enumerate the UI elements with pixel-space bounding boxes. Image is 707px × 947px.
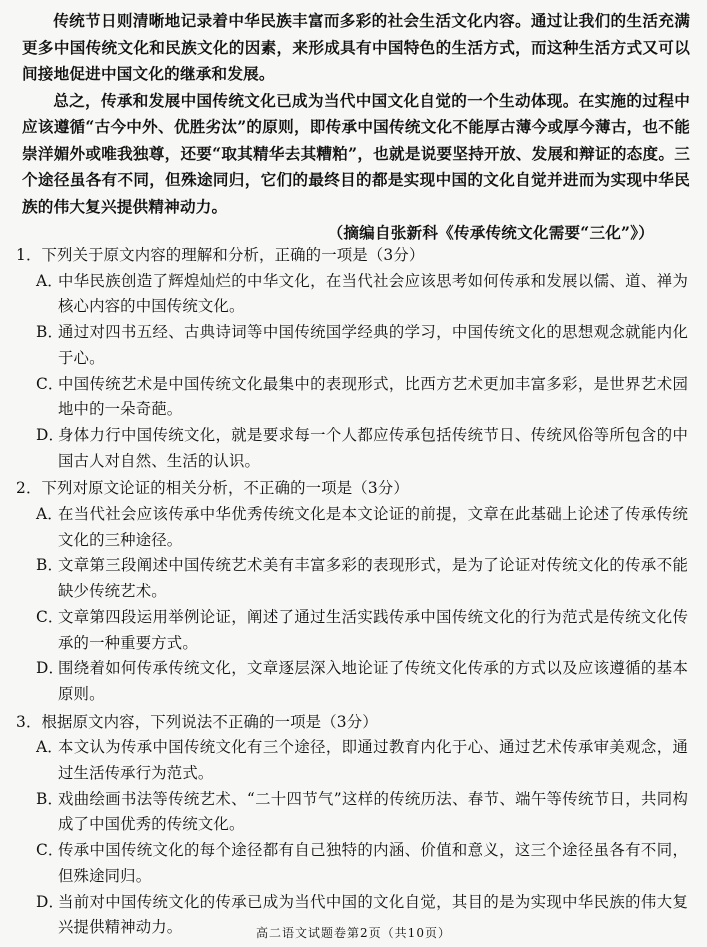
option-letter: B． (36, 789, 64, 808)
option-letter: C． (36, 607, 64, 626)
option-c (36, 838, 688, 889)
option-text: 本文认为传承中国传统文化有三个途径，即通过教育内化于心、通过艺术传承审美观念，通过生活传承行为范式。 (58, 738, 688, 783)
option-text: 身体力行中国传统文化，就是要求每一个人都应传承包括传统节日、传统风俗等所包含的中国古人对自然、生活的认识。 (58, 425, 688, 470)
option-letter: D． (36, 892, 65, 911)
reading-passage (22, 8, 690, 247)
question-stem: 1．下列关于原文内容的理解和分析，正确的一项是（3分） (16, 246, 425, 264)
option-a (36, 502, 688, 553)
option-letter: B． (36, 323, 64, 342)
question-2 (16, 476, 688, 707)
option-c (36, 605, 688, 656)
option-text: 戏曲绘画书法等传统艺术、“二十四节气”这样的传统历法、春节、端午等传统节日，共同构成了中国优秀的传统文化。 (58, 789, 688, 834)
question-stem: 2．下列对原文论证的相关分析，不正确的一项是（3分） (16, 479, 409, 498)
option-letter: D． (36, 659, 65, 678)
option-letter: C． (36, 841, 64, 860)
question-1 (16, 243, 688, 474)
question-3 (16, 710, 688, 941)
option-letter: D． (36, 425, 65, 444)
option-text: 文章第四段运用举例论证，阐述了通过生活实践传承中国传统文化的行为范式是传统文化传承的一种重要方式。 (58, 607, 688, 652)
option-a (36, 269, 688, 320)
option-letter: A． (36, 505, 63, 524)
option-letter: C． (36, 374, 64, 393)
option-letter: B． (36, 556, 64, 575)
passage-paragraph-2: 总之，传承和发展中国传统文化已成为当代中国文化自觉的一个生动体现。在实施的过程中应该遵循“古今中外、优胜劣汰”的原则，即传承中国传统文化不能厚古薄今或厚今薄古，也不能崇洋媚外或唯我独尊，还要“取其精华去其糟粕”，也就是说要坚持开放、发展和辩证的态度。三个途径虽各有不同，但殊途同归，它们的最终目的都是实现中国的文化自觉并进而为实现中华民族的伟大复兴提供精神动力。 (22, 90, 690, 216)
option-a (36, 735, 688, 786)
option-b (36, 787, 688, 838)
option-text: 通过对四书五经、古典诗词等中国传统国学经典的学习，中国传统文化的思想观念就能内化于心。 (58, 323, 688, 367)
option-letter: A． (36, 738, 63, 757)
passage-source: （摘编自张新科《传承传统文化需要“三化”》） (327, 223, 654, 242)
option-text: 中国传统艺术是中国传统文化最集中的表现形式，比西方艺术更加丰富多彩，是世界艺术园地中的一朵奇葩。 (58, 374, 688, 419)
option-b (36, 320, 688, 371)
page-footer: 高二语文试题卷第2页（共10页） (256, 926, 451, 940)
option-c (36, 372, 688, 423)
option-text: 中华民族创造了辉煌灿烂的中华文化，在当代社会应该思考如何传承和发展以儒、道、禅为核心内容的中国传统文化。 (58, 271, 688, 316)
option-text: 当前对中国传统文化的传承已成为当代中国的文化自觉，其目的是为实现中华民族的伟大复兴提供精神动力。 (58, 892, 688, 937)
passage-paragraph-1: 传统节日则清晰地记录着中华民族丰富而多彩的社会生活文化内容。通过让我们的生活充满更多中国传统文化和民族文化的因素，来形成具有中国特色的生活方式，而这种生活方式又可以间接地促进中国文化的继承和发展。 (22, 11, 690, 83)
option-text: 围绕着如何传承传统文化，文章逐层深入地论证了传统文化传承的方式以及应该遵循的基本原则。 (58, 659, 688, 703)
option-letter: A． (36, 271, 63, 290)
option-text: 传承中国传统文化的每个途径都有自己独特的内涵、价值和意义，这三个途径虽各有不同，但殊途同归。 (58, 841, 688, 885)
option-b (36, 553, 688, 604)
question-list (16, 243, 688, 943)
option-d (36, 656, 688, 707)
option-text: 文章第三段阐述中国传统艺术美有丰富多彩的表现形式，是为了论证对传统文化的传承不能缺少传统艺术。 (58, 556, 688, 601)
option-d (36, 423, 688, 474)
question-stem: 3．根据原文内容，下列说法不正确的一项是（3分） (16, 712, 378, 731)
option-text: 在当代社会应该传承中华优秀传统文化是本文论证的前提，文章在此基础上论述了传承传统文化的三种途径。 (58, 505, 688, 549)
